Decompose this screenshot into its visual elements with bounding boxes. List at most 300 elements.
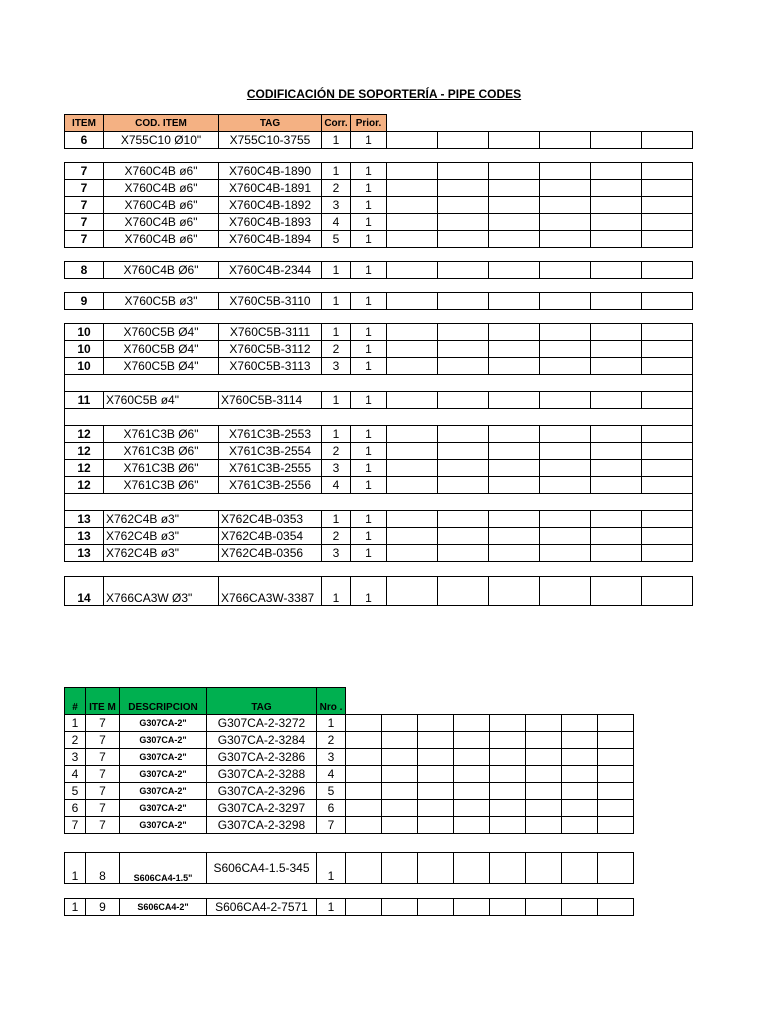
- empty-cell: [489, 180, 540, 197]
- empty-cell: [490, 732, 526, 749]
- empty-cell: [438, 443, 489, 460]
- empty-cell: [438, 392, 489, 409]
- empty-cell: [540, 180, 591, 197]
- empty-cell: [489, 163, 540, 180]
- cell: 10: [65, 358, 104, 375]
- empty-cell: [438, 545, 489, 562]
- cell: 7: [65, 180, 104, 197]
- cell: X761C3B-2555: [219, 460, 322, 477]
- cell: X760C5B-3114: [219, 392, 322, 409]
- cell: X761C3B Ø6": [104, 477, 219, 494]
- empty-cell: [642, 341, 693, 358]
- empty-cell: [562, 800, 598, 817]
- empty-cell: [591, 262, 642, 279]
- empty-cell: [382, 715, 418, 732]
- cell: 2: [322, 528, 351, 545]
- empty-cell: [598, 800, 634, 817]
- empty-cell: [418, 853, 454, 884]
- empty-cell: [540, 545, 591, 562]
- cell: X760C5B-3112: [219, 341, 322, 358]
- empty-cell: [591, 392, 642, 409]
- cell: 3: [322, 460, 351, 477]
- empty-cell: [438, 426, 489, 443]
- empty-cell: [540, 231, 591, 248]
- cell: G307CA-2-3284: [207, 732, 317, 749]
- empty-cell: [346, 800, 382, 817]
- empty-cell: [591, 358, 642, 375]
- cell: 13: [65, 545, 104, 562]
- empty-cell: [489, 324, 540, 341]
- spacer-cell: [65, 562, 693, 577]
- cell: 6: [317, 800, 346, 817]
- empty-cell: [387, 132, 438, 149]
- empty-cell: [540, 511, 591, 528]
- empty-cell: [65, 494, 693, 511]
- cell: X762C4B ø3": [104, 511, 219, 528]
- empty-cell: [454, 749, 490, 766]
- empty-cell: [540, 197, 591, 214]
- empty-cell: [387, 341, 438, 358]
- empty-row: [65, 375, 693, 392]
- cell: X760C4B-1893: [219, 214, 322, 231]
- cell: 1: [351, 214, 387, 231]
- empty-cell: [387, 262, 438, 279]
- spacer-row: [65, 562, 693, 577]
- cell: 9: [86, 899, 120, 916]
- column-header: TAG: [219, 115, 322, 132]
- empty-cell: [562, 899, 598, 916]
- empty-cell: [642, 180, 693, 197]
- cell: G307CA-2-3288: [207, 766, 317, 783]
- column-header: Nro .: [317, 688, 346, 715]
- empty-cell: [598, 732, 634, 749]
- cell: 7: [86, 817, 120, 834]
- table-row: [65, 392, 693, 409]
- header-row: [65, 688, 634, 715]
- empty-cell: [591, 528, 642, 545]
- empty-cell: [526, 853, 562, 884]
- cell: 1: [322, 293, 351, 310]
- empty-cell: [438, 180, 489, 197]
- spacer-row: [65, 310, 693, 324]
- cell: X761C3B Ø6": [104, 443, 219, 460]
- empty-cell: [438, 324, 489, 341]
- cell: 5: [317, 783, 346, 800]
- empty-cell: [642, 214, 693, 231]
- cell: 12: [65, 443, 104, 460]
- empty-cell: [387, 180, 438, 197]
- empty-cell: [642, 132, 693, 149]
- empty-cell: [591, 214, 642, 231]
- empty-cell: [454, 899, 490, 916]
- cell: X760C4B ø6": [104, 197, 219, 214]
- spacer-row: [65, 248, 693, 262]
- empty-cell: [382, 783, 418, 800]
- empty-cell: [489, 358, 540, 375]
- empty-cell: [642, 163, 693, 180]
- empty-cell: [454, 817, 490, 834]
- cell: 1: [351, 511, 387, 528]
- table-row: [65, 817, 634, 834]
- empty-cell: [382, 766, 418, 783]
- cell: 8: [86, 853, 120, 884]
- empty-cell: [591, 426, 642, 443]
- cell: 7: [86, 749, 120, 766]
- empty-cell: [642, 443, 693, 460]
- spacer-cell: [65, 834, 634, 853]
- empty-cell: [454, 715, 490, 732]
- column-header: Corr.: [322, 115, 351, 132]
- cell: X766CA3W-3387: [219, 577, 322, 606]
- empty-cell: [438, 477, 489, 494]
- table-row: [65, 231, 693, 248]
- cell: 2: [65, 732, 86, 749]
- empty-cell: [387, 197, 438, 214]
- empty-cell: [490, 715, 526, 732]
- empty-cell: [418, 817, 454, 834]
- empty-cell: [454, 800, 490, 817]
- cell: 7: [65, 163, 104, 180]
- empty-cell: [489, 511, 540, 528]
- table-row: [65, 262, 693, 279]
- empty-cell: [387, 358, 438, 375]
- table-row: [65, 800, 634, 817]
- cell: X760C5B-3113: [219, 358, 322, 375]
- empty-cell: [489, 577, 540, 606]
- empty-cell: [65, 409, 693, 426]
- empty-cell: [489, 426, 540, 443]
- empty-cell: [387, 443, 438, 460]
- cell: 7: [86, 715, 120, 732]
- table-row: [65, 163, 693, 180]
- cell: 5: [322, 231, 351, 248]
- table-row: [65, 293, 693, 310]
- empty-cell: [387, 231, 438, 248]
- cell: 1: [351, 443, 387, 460]
- cell: 1: [322, 324, 351, 341]
- cell: 10: [65, 324, 104, 341]
- empty-cell: [490, 853, 526, 884]
- cell: X762C4B ø3": [104, 545, 219, 562]
- empty-cell: [387, 163, 438, 180]
- empty-cell: [591, 545, 642, 562]
- cell: 1: [351, 545, 387, 562]
- empty-cell: [438, 231, 489, 248]
- cell: X760C5B ø4": [104, 392, 219, 409]
- cell: S606CA4-1.5-345: [207, 853, 317, 884]
- empty-cell: [489, 214, 540, 231]
- empty-cell: [387, 426, 438, 443]
- table-row: [65, 528, 693, 545]
- empty-cell: [540, 358, 591, 375]
- empty-row: [65, 409, 693, 426]
- cell: 1: [351, 132, 387, 149]
- cell: 2: [322, 443, 351, 460]
- cell: 3: [317, 749, 346, 766]
- pipe-codes-table: [64, 114, 693, 606]
- spacer-cell: [65, 884, 634, 899]
- empty-cell: [438, 197, 489, 214]
- empty-cell: [591, 341, 642, 358]
- cell: 1: [351, 477, 387, 494]
- empty-cell: [490, 899, 526, 916]
- cell: 1: [322, 426, 351, 443]
- cell: 1: [351, 358, 387, 375]
- cell: G307CA-2-3286: [207, 749, 317, 766]
- cell: 3: [322, 358, 351, 375]
- empty-cell: [540, 293, 591, 310]
- empty-cell: [489, 545, 540, 562]
- empty-cell: [540, 214, 591, 231]
- table-row: [65, 358, 693, 375]
- empty-cell: [418, 899, 454, 916]
- cell: S606CA4-2": [120, 899, 207, 916]
- empty-cell: [490, 800, 526, 817]
- empty-cell: [642, 477, 693, 494]
- cell: X760C4B ø6": [104, 163, 219, 180]
- empty-cell: [346, 853, 382, 884]
- empty-cell: [382, 899, 418, 916]
- cell: 2: [317, 732, 346, 749]
- spacer-row: [65, 149, 693, 163]
- cell: X760C4B-1891: [219, 180, 322, 197]
- cell: 7: [65, 231, 104, 248]
- empty-cell: [642, 293, 693, 310]
- empty-cell: [598, 817, 634, 834]
- cell: X760C4B ø6": [104, 180, 219, 197]
- cell: G307CA-2-3296: [207, 783, 317, 800]
- cell: 14: [65, 577, 104, 606]
- cell: S606CA4-1.5": [120, 853, 207, 884]
- empty-cell: [489, 443, 540, 460]
- empty-cell: [540, 477, 591, 494]
- cell: 1: [65, 899, 86, 916]
- empty-cell: [591, 324, 642, 341]
- spacer-row: [65, 279, 693, 293]
- cell: 11: [65, 392, 104, 409]
- cell: G307CA-2": [120, 715, 207, 732]
- cell: X761C3B Ø6": [104, 426, 219, 443]
- table-row: [65, 324, 693, 341]
- empty-cell: [418, 783, 454, 800]
- empty-cell: [591, 163, 642, 180]
- cell: 10: [65, 341, 104, 358]
- empty-cell: [642, 231, 693, 248]
- empty-cell: [382, 749, 418, 766]
- empty-cell: [346, 766, 382, 783]
- cell: S606CA4-2-7571: [207, 899, 317, 916]
- cell: 4: [317, 766, 346, 783]
- table-row: [65, 715, 634, 732]
- empty-cell: [642, 528, 693, 545]
- spacer-cell: [65, 310, 693, 324]
- cell: X760C5B Ø4": [104, 341, 219, 358]
- empty-cell: [526, 732, 562, 749]
- cell: 1: [322, 163, 351, 180]
- cell: 1: [351, 163, 387, 180]
- cell: 1: [351, 180, 387, 197]
- cell: G307CA-2": [120, 783, 207, 800]
- empty-cell: [454, 853, 490, 884]
- cell: G307CA-2": [120, 732, 207, 749]
- empty-cell: [540, 460, 591, 477]
- empty-cell: [598, 783, 634, 800]
- table-row: [65, 426, 693, 443]
- cell: 1: [317, 899, 346, 916]
- spacer-row: [65, 884, 634, 899]
- column-header: ITE M: [86, 688, 120, 715]
- empty-cell: [387, 460, 438, 477]
- empty-cell: [598, 853, 634, 884]
- table-row: [65, 214, 693, 231]
- cell: 1: [322, 511, 351, 528]
- empty-cell: [387, 545, 438, 562]
- cell: X760C5B ø3": [104, 293, 219, 310]
- empty-cell: [490, 766, 526, 783]
- empty-cell: [438, 460, 489, 477]
- empty-cell: [562, 766, 598, 783]
- cell: X760C4B Ø6": [104, 262, 219, 279]
- empty-cell: [438, 358, 489, 375]
- cell: 1: [351, 324, 387, 341]
- cell: 7: [65, 817, 86, 834]
- spacer-row: [65, 834, 634, 853]
- empty-cell: [65, 375, 693, 392]
- table-row: [65, 180, 693, 197]
- empty-cell: [418, 766, 454, 783]
- cell: 1: [351, 528, 387, 545]
- cell: G307CA-2": [120, 749, 207, 766]
- empty-cell: [489, 197, 540, 214]
- cell: X760C4B-1892: [219, 197, 322, 214]
- empty-cell: [489, 477, 540, 494]
- empty-cell: [540, 426, 591, 443]
- empty-cell: [562, 749, 598, 766]
- cell: 4: [322, 214, 351, 231]
- empty-cell: [489, 262, 540, 279]
- empty-cell: [382, 800, 418, 817]
- empty-cell: [591, 511, 642, 528]
- empty-cell: [438, 577, 489, 606]
- empty-cell: [387, 577, 438, 606]
- cell: X761C3B Ø6": [104, 460, 219, 477]
- empty-cell: [438, 341, 489, 358]
- empty-cell: [438, 528, 489, 545]
- empty-cell: [591, 477, 642, 494]
- table-row: [65, 783, 634, 800]
- empty-cell: [562, 817, 598, 834]
- cell: X760C4B-2344: [219, 262, 322, 279]
- cell: 1: [351, 577, 387, 606]
- cell: 1: [351, 197, 387, 214]
- empty-cell: [438, 163, 489, 180]
- empty-cell: [540, 528, 591, 545]
- cell: X761C3B-2554: [219, 443, 322, 460]
- cell: 7: [86, 766, 120, 783]
- cell: G307CA-2": [120, 766, 207, 783]
- cell: G307CA-2": [120, 817, 207, 834]
- cell: 1: [351, 460, 387, 477]
- empty-cell: [526, 766, 562, 783]
- column-header: Prior.: [351, 115, 387, 132]
- table-row: [65, 749, 634, 766]
- cell: X766CA3W Ø3": [104, 577, 219, 606]
- cell: 12: [65, 460, 104, 477]
- empty-cell: [418, 800, 454, 817]
- empty-cell: [489, 132, 540, 149]
- cell: 13: [65, 528, 104, 545]
- empty-cell: [418, 732, 454, 749]
- spacer-cell: [65, 149, 693, 163]
- cell: 2: [322, 341, 351, 358]
- table-row: [65, 341, 693, 358]
- empty-cell: [489, 460, 540, 477]
- cell: 1: [351, 426, 387, 443]
- header-row: [65, 115, 693, 132]
- empty-cell: [454, 766, 490, 783]
- empty-cell: [387, 528, 438, 545]
- cell: 1: [351, 262, 387, 279]
- cell: 1: [317, 715, 346, 732]
- empty-cell: [490, 817, 526, 834]
- cell: 1: [351, 293, 387, 310]
- empty-cell: [489, 231, 540, 248]
- table-row: [65, 511, 693, 528]
- cell: X760C5B-3111: [219, 324, 322, 341]
- empty-cell: [642, 460, 693, 477]
- empty-cell: [642, 545, 693, 562]
- cell: 1: [322, 132, 351, 149]
- empty-cell: [540, 262, 591, 279]
- empty-cell: [490, 783, 526, 800]
- table-row: [65, 477, 693, 494]
- table-row: [65, 577, 693, 606]
- empty-cell: [438, 132, 489, 149]
- empty-cell: [526, 899, 562, 916]
- cell: 7: [86, 783, 120, 800]
- empty-cell: [540, 163, 591, 180]
- empty-cell: [540, 132, 591, 149]
- empty-cell: [454, 732, 490, 749]
- empty-cell: [387, 324, 438, 341]
- empty-cell: [438, 293, 489, 310]
- empty-cell: [591, 197, 642, 214]
- table-row: [65, 853, 634, 884]
- empty-cell: [591, 460, 642, 477]
- empty-row: [65, 494, 693, 511]
- cell: 6: [65, 800, 86, 817]
- cell: 7: [65, 214, 104, 231]
- cell: G307CA-2-3297: [207, 800, 317, 817]
- column-header: DESCRIPCION: [120, 688, 207, 715]
- empty-cell: [382, 817, 418, 834]
- cell: 3: [322, 545, 351, 562]
- empty-cell: [540, 392, 591, 409]
- table-row: [65, 766, 634, 783]
- table-row: [65, 732, 634, 749]
- descripcion-table: [64, 687, 634, 916]
- empty-cell: [346, 715, 382, 732]
- cell: X755C10 Ø10": [104, 132, 219, 149]
- table-row: [65, 132, 693, 149]
- empty-cell: [489, 392, 540, 409]
- empty-cell: [382, 853, 418, 884]
- empty-cell: [642, 511, 693, 528]
- cell: 1: [322, 392, 351, 409]
- empty-cell: [598, 766, 634, 783]
- cell: 1: [65, 715, 86, 732]
- empty-cell: [540, 577, 591, 606]
